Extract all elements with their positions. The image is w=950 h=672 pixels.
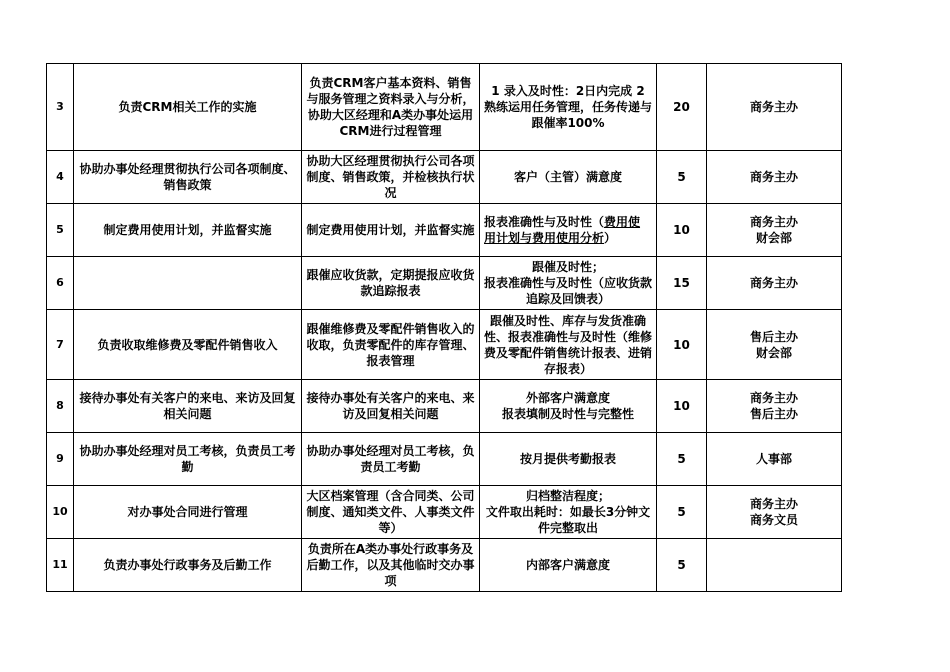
- department: [707, 310, 842, 380]
- kpi-standard: 跟催及时性、库存与发货准确性、报表准确性与及时性（维修费及零配件销售统计报表、进销存报表）: [480, 310, 657, 380]
- responsibility-table: [46, 63, 842, 592]
- row-number: 6: [47, 257, 74, 310]
- work-item: 接待办事处有关客户的来电、来访及回复相关问题: [74, 380, 302, 433]
- weight: 20: [657, 64, 707, 151]
- weight: 10: [657, 204, 707, 257]
- work-description: 制定费用使用计划，并监督实施: [302, 204, 480, 257]
- weight: 5: [657, 486, 707, 539]
- kpi-standard: 客户（主管）满意度: [480, 151, 657, 204]
- kpi-line: 跟催及时性；: [531, 260, 604, 274]
- table-row: [47, 257, 842, 310]
- department-line: 财会部: [755, 231, 792, 245]
- work-item: [74, 257, 302, 310]
- kpi-text-end: ）: [604, 231, 617, 245]
- work-description: 协助办事处经理对员工考核，负责员工考勤: [302, 433, 480, 486]
- department-line: 商务主办: [749, 215, 798, 229]
- kpi-line: 报表准确性与及时性（应收货款追踪及回馈表）: [484, 276, 653, 306]
- work-item: 对办事处合同进行管理: [74, 486, 302, 539]
- weight: 10: [657, 380, 707, 433]
- row-number: 7: [47, 310, 74, 380]
- work-item: 负责收取维修费及零配件销售收入: [74, 310, 302, 380]
- work-description: 负责CRM客户基本资料、销售与服务管理之资料录入与分析，协助大区经理和A类办事处运用CRM进行过程管理: [302, 64, 480, 151]
- work-description: 负责所在A类办事处行政事务及后勤工作，以及其他临时交办事项: [302, 539, 480, 592]
- row-number: 3: [47, 64, 74, 151]
- department: [707, 204, 842, 257]
- work-description: 大区档案管理（含合同类、公司制度、通知类文件、人事类文件等）: [302, 486, 480, 539]
- table-row: [47, 151, 842, 204]
- row-number: 8: [47, 380, 74, 433]
- department: 商务主办: [707, 151, 842, 204]
- kpi-standard: 按月提供考勤报表: [480, 433, 657, 486]
- row-number: 5: [47, 204, 74, 257]
- work-item: 制定费用使用计划，并监督实施: [74, 204, 302, 257]
- work-item: 负责办事处行政事务及后勤工作: [74, 539, 302, 592]
- table-row: [47, 64, 842, 151]
- row-number: 4: [47, 151, 74, 204]
- table-row: [47, 539, 842, 592]
- kpi-line: 文件取出耗时：如最长3分钟文件完整取出: [485, 505, 651, 535]
- department-line: 商务主办: [749, 497, 798, 511]
- table-row: [47, 380, 842, 433]
- weight: 15: [657, 257, 707, 310]
- kpi-underlined-text: 费用使用计划与费用使用分析: [484, 215, 641, 245]
- work-description: 接待办事处有关客户的来电、来访及回复相关问题: [302, 380, 480, 433]
- kpi-standard: 1 录入及时性：2日内完成 2 熟练运用任务管理，任务传递与跟催率100%: [480, 64, 657, 151]
- kpi-line: 报表填制及时性与完整性: [501, 407, 634, 421]
- department: [707, 486, 842, 539]
- kpi-standard: [480, 486, 657, 539]
- kpi-line: 外部客户满意度: [525, 391, 610, 405]
- kpi-standard: [480, 380, 657, 433]
- table-row: [47, 310, 842, 380]
- work-description: 跟催维修费及零配件销售收入的收取，负责零配件的库存管理、报表管理: [302, 310, 480, 380]
- row-number: 10: [47, 486, 74, 539]
- department: [707, 539, 842, 592]
- department: 人事部: [707, 433, 842, 486]
- kpi-text: 报表准确性与及时性（: [484, 215, 605, 229]
- weight: 5: [657, 151, 707, 204]
- department-line: 售后主办: [749, 329, 798, 344]
- department-line: 商务文员: [749, 513, 798, 527]
- work-description: 跟催应收货款，定期提报应收货款追踪报表: [302, 257, 480, 310]
- department: [707, 380, 842, 433]
- department: 商务主办: [707, 257, 842, 310]
- work-item: 负责CRM相关工作的实施: [74, 64, 302, 151]
- department-line: 财会部: [755, 345, 792, 360]
- table-row: [47, 433, 842, 486]
- department-line: 售后主办: [749, 407, 798, 421]
- weight: 5: [657, 539, 707, 592]
- table-row: [47, 204, 842, 257]
- work-item: 协助办事处经理贯彻执行公司各项制度、销售政策: [74, 151, 302, 204]
- department: 商务主办: [707, 64, 842, 151]
- row-number: 9: [47, 433, 74, 486]
- weight: 5: [657, 433, 707, 486]
- kpi-standard: [480, 257, 657, 310]
- kpi-standard: [480, 204, 657, 257]
- kpi-standard: 内部客户满意度: [480, 539, 657, 592]
- work-item: 协助办事处经理对员工考核，负责员工考勤: [74, 433, 302, 486]
- weight: 10: [657, 310, 707, 380]
- work-description: 协助大区经理贯彻执行公司各项制度、销售政策，并检核执行状况: [302, 151, 480, 204]
- table-row: [47, 486, 842, 539]
- kpi-line: 归档整洁程度；: [525, 489, 610, 503]
- row-number: 11: [47, 539, 74, 592]
- department-line: 商务主办: [749, 391, 798, 405]
